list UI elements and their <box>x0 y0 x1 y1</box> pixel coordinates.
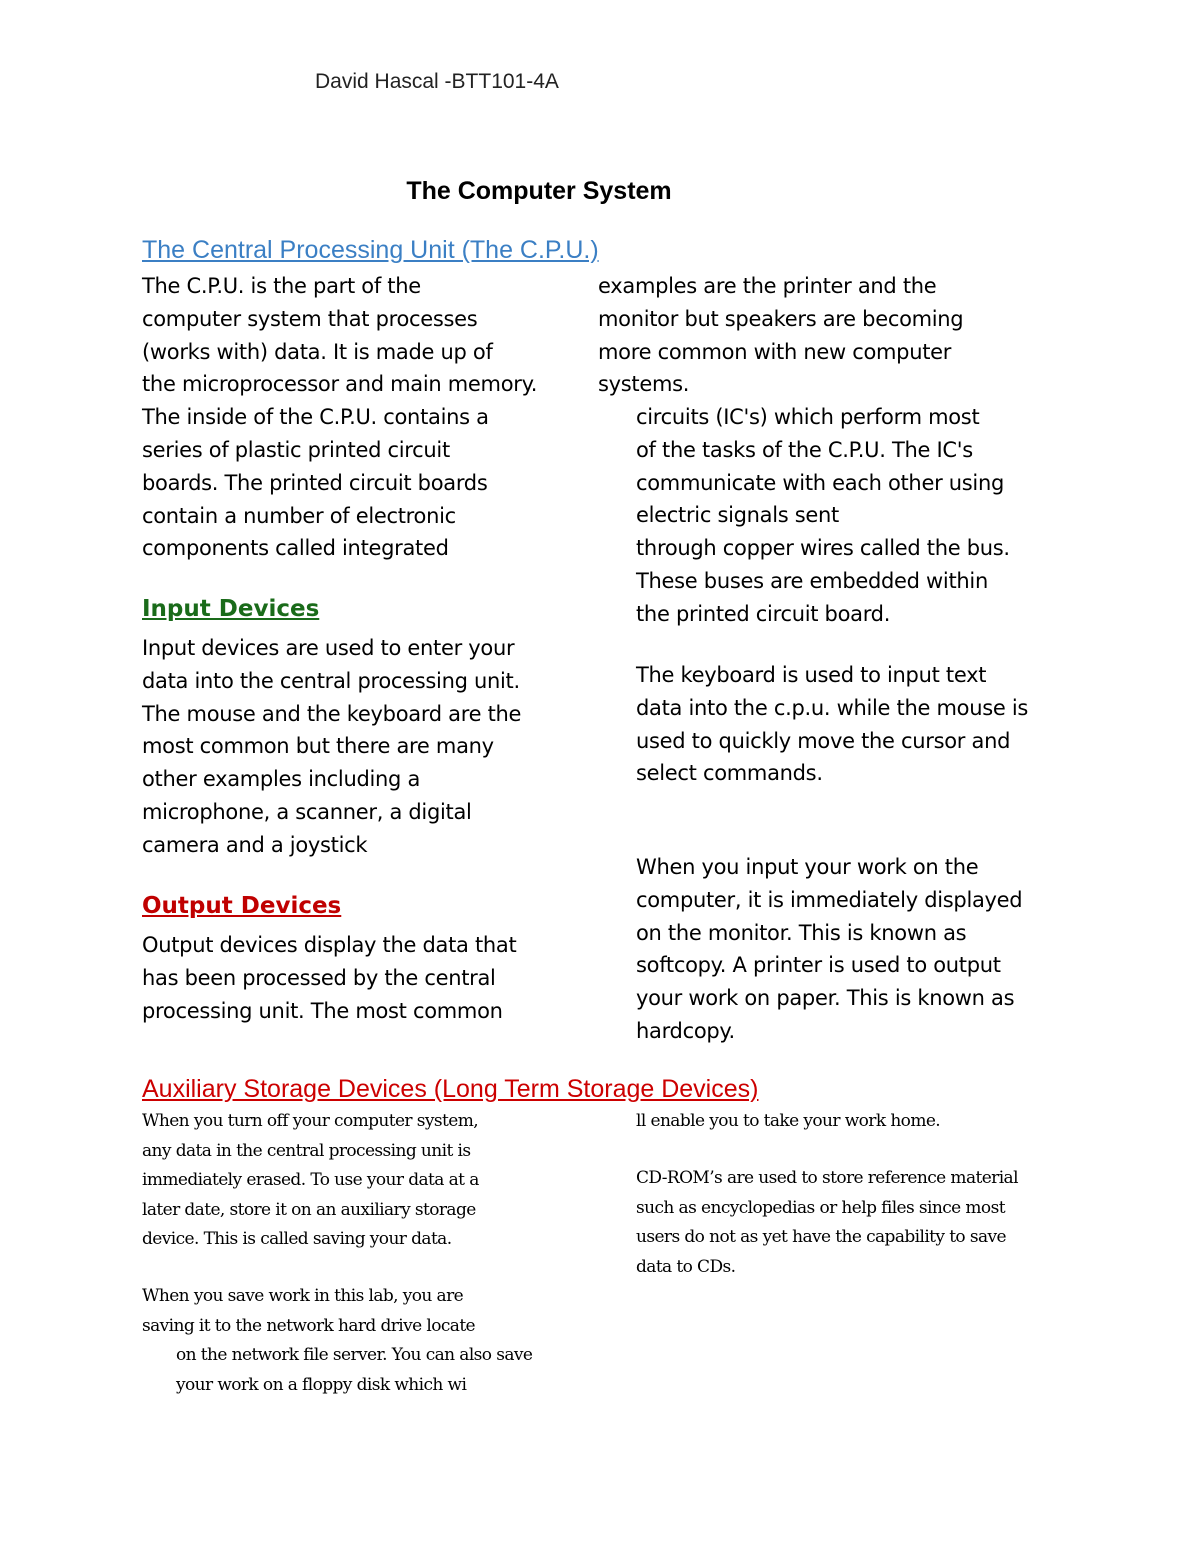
aux-right-paragraph-1 <box>636 1107 940 1137</box>
text-line: on the network file server. You can also save <box>176 1345 533 1365</box>
text-line: immediately erased. To use your data at a <box>142 1170 479 1190</box>
text-line: The keyboard is used to input text <box>636 663 987 687</box>
softcopy-paragraph <box>636 851 1022 1048</box>
text-line: The inside of the C.P.U. contains a <box>142 405 489 430</box>
text-line: the printed circuit board. <box>636 601 891 626</box>
text-line: CD-ROM’s are used to store reference material <box>636 1168 1018 1188</box>
input-devices-heading: Input Devices <box>142 596 320 622</box>
aux-left-paragraph-1 <box>142 1107 479 1255</box>
text-line: The C.P.U. is the part of the <box>142 274 421 298</box>
output-continued-paragraph <box>598 270 963 401</box>
text-line: through copper wires called the bus. <box>636 536 1010 561</box>
text-line: When you save work in this lab, you are <box>142 1286 464 1306</box>
text-line: more common with new computer <box>598 339 952 364</box>
text-line: contain a number of electronic <box>142 503 456 528</box>
aux-left-paragraph-2-indent <box>176 1341 532 1400</box>
text-line: electric signals sent <box>636 503 839 528</box>
text-line: When you turn off your computer system, <box>142 1111 479 1131</box>
text-line: softcopy. A printer is used to output <box>636 953 1001 978</box>
output-devices-heading: Output Devices <box>142 893 342 919</box>
text-line: components called integrated <box>142 536 449 561</box>
keyboard-paragraph <box>636 659 1028 790</box>
text-line: The mouse and the keyboard are the <box>142 701 522 726</box>
output-devices-paragraph <box>142 929 516 1027</box>
auxiliary-storage-heading: Auxiliary Storage Devices (Long Term Storage Devices) <box>142 1075 759 1103</box>
text-line: most common but there are many <box>142 734 494 759</box>
text-line: examples are the printer and the <box>598 274 937 298</box>
text-line: (works with) data. It is made up of <box>142 339 493 364</box>
text-line: other examples including a <box>142 767 421 792</box>
text-line: select commands. <box>636 761 823 786</box>
text-line: such as encyclopedias or help files since most <box>636 1197 1005 1218</box>
text-line: of the tasks of the C.P.U. The IC's <box>636 437 973 462</box>
text-line: camera and a joystick <box>142 832 368 857</box>
text-line: saving it to the network hard drive locate <box>142 1315 476 1336</box>
text-line: device. This is called saving your data. <box>142 1229 452 1249</box>
input-devices-paragraph <box>142 632 521 862</box>
text-line: any data in the central processing unit is <box>142 1140 471 1161</box>
cpu-heading: The Central Processing Unit (The C.P.U.) <box>142 236 599 264</box>
text-line: processing unit. The most common <box>142 998 503 1023</box>
text-line: your work on paper. This is known as <box>636 986 1015 1011</box>
text-line: later date, store it on an auxiliary storage <box>142 1199 476 1220</box>
text-line: These buses are embedded within <box>636 568 988 593</box>
page-title: The Computer System <box>406 177 672 205</box>
text-line: used to quickly move the cursor and <box>636 728 1011 753</box>
aux-left-paragraph-2 <box>142 1282 475 1341</box>
text-line: computer, it is immediately displayed <box>636 887 1023 912</box>
text-line: data into the c.p.u. while the mouse is <box>636 695 1029 720</box>
text-line: hardcopy. <box>636 1018 735 1043</box>
text-line: boards. The printed circuit boards <box>142 470 488 495</box>
text-line: on the monitor. This is known as <box>636 920 967 945</box>
text-line: series of plastic printed circuit <box>142 437 450 462</box>
text-line: your work on a floppy disk which wi <box>176 1374 467 1395</box>
text-line: has been processed by the central <box>142 965 496 990</box>
aux-right-paragraph-2 <box>636 1164 1018 1282</box>
text-line: the microprocessor and main memory. <box>142 372 538 397</box>
text-line: users do not as yet have the capability to save <box>636 1227 1006 1247</box>
text-line: ll enable you to take your work home. <box>636 1111 941 1131</box>
cpu-left-paragraph <box>142 270 537 565</box>
text-line: monitor but speakers are becoming <box>598 306 964 331</box>
text-line: When you input your work on the <box>636 855 979 879</box>
text-line: data to CDs. <box>636 1256 736 1277</box>
text-line: Output devices display the data that <box>142 933 517 957</box>
text-line: systems. <box>598 372 690 397</box>
text-line: microphone, a scanner, a digital <box>142 799 472 824</box>
text-line: Input devices are used to enter your <box>142 636 515 660</box>
text-line: circuits (IC's) which perform most <box>636 405 980 429</box>
text-line: data into the central processing unit. <box>142 668 520 693</box>
cpu-continued-paragraph <box>636 401 1010 631</box>
author-line: David Hascal -BTT101-4A <box>315 70 559 93</box>
text-line: computer system that processes <box>142 306 478 331</box>
text-line: communicate with each other using <box>636 470 1004 495</box>
